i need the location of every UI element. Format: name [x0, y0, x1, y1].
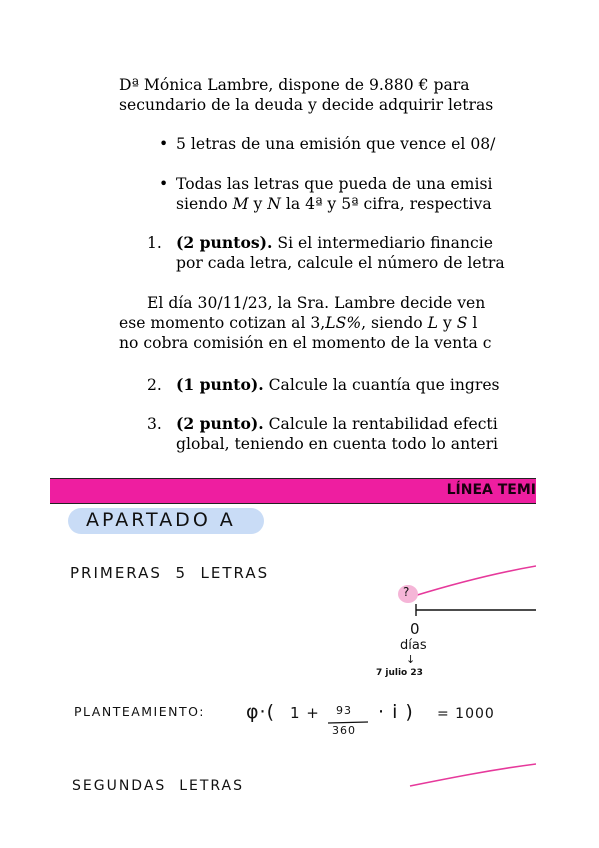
question-1-number: 1.	[147, 234, 162, 252]
question-2-number: 2.	[147, 376, 162, 394]
timeline-down-arrow: ↓	[406, 653, 416, 666]
question-2-line: (1 punto). Calcule la cuantía que ingres	[176, 375, 500, 394]
segundas-letras-heading: SEGUNDAS LETRAS	[72, 778, 245, 790]
bullet-item-2-line-1: • Todas las letras que pueda de una emisi	[176, 174, 492, 194]
intro-line-2: secundario de la deuda y decide adquirir letras	[119, 96, 494, 114]
paragraph-2-line-2: ese momento cotizan al 3,LS%, siendo L y S l	[119, 314, 478, 332]
timeline-date-label: 7 julio 23	[376, 668, 423, 678]
formula-result: = 1000	[437, 706, 495, 722]
paragraph-2-line-1: El día 30/11/23, la Sra. Lambre decide ven	[147, 294, 486, 312]
segundas-letras-clip	[0, 772, 536, 790]
apartado-label: APARTADO A	[86, 509, 236, 531]
question-3-number: 3.	[147, 415, 162, 433]
question-3-line-2: global, teniendo en cuenta todo lo anteri	[176, 435, 499, 453]
formula-denominator: 360	[332, 724, 356, 737]
paragraph-2-line-3: no cobra comisión en el momento de la venta c	[119, 334, 492, 352]
question-1-line-2: por cada letra, calcule el número de letra	[176, 254, 505, 272]
formula-one-plus: 1 +	[290, 704, 320, 722]
bullet-item-1: • 5 letras de una emisión que vence el 08/	[176, 134, 495, 154]
bullet-item-2-line-2: siendo M y N la 4ª y 5ª cifra, respectiva	[176, 195, 492, 213]
question-3-line-1: (2 punto). Calcule la rentabilidad efecti	[176, 414, 498, 433]
pink-arc-line-1	[414, 566, 536, 596]
fraction-bar	[328, 722, 368, 723]
formula-i: · i )	[378, 701, 414, 723]
formula-phi: φ·(	[246, 701, 275, 723]
intro-line-1: Dª Mónica Lambre, dispone de 9.880 € para	[119, 76, 470, 94]
question-1-line-1: (2 puntos). Si el intermediario financie	[176, 233, 493, 252]
timeline-zero-label: 0	[410, 620, 420, 638]
timeline-question-mark: ?	[403, 585, 410, 599]
timeline-days-label: días	[400, 638, 427, 653]
primeras-letras-heading: PRIMERAS 5 LETRAS	[70, 564, 270, 582]
formula-numerator: 93	[336, 704, 352, 717]
planteamiento-label: PLANTEAMIENTO:	[74, 704, 205, 719]
section-header-label: LÍNEA TEMI	[446, 482, 536, 498]
